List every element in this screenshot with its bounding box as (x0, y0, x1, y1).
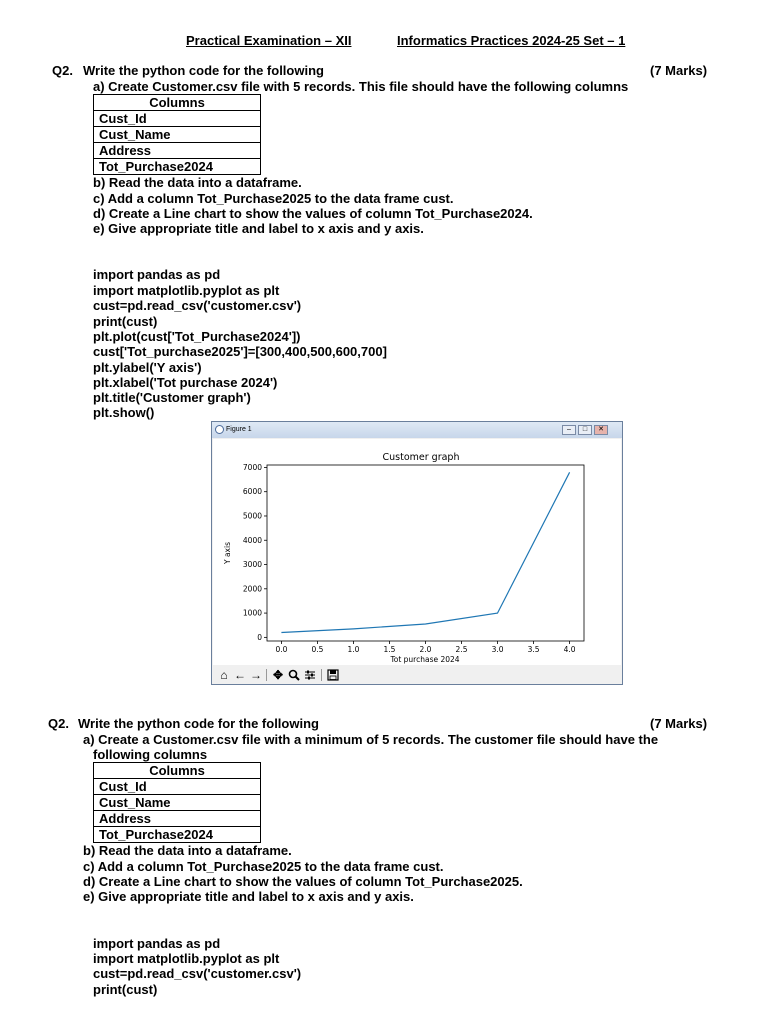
y-tick-label: 3000 (242, 560, 262, 570)
q1-number: Q2. (52, 63, 73, 78)
figure-app-icon (215, 425, 224, 434)
q1-part-a: a) Create Customer.csv file with 5 records. This file should have the following columns (93, 79, 629, 94)
q2-columns-table (93, 762, 261, 843)
q2-code-line: cust=pd.read_csv('customer.csv') (93, 966, 302, 981)
header-subject: Informatics Practices 2024-25 Set – 1 (397, 33, 626, 48)
home-icon[interactable]: ⌂ (220, 668, 228, 682)
x-tick-label: 2.0 (419, 645, 432, 654)
x-axis-label: Tot purchase 2024 (390, 655, 460, 664)
close-button[interactable]: ✕ (594, 425, 608, 435)
column-cell: Address (94, 811, 261, 827)
q1-part-b: b) Read the data into a dataframe. (93, 175, 302, 190)
y-tick-label: 0 (257, 632, 262, 642)
toolbar-separator (321, 669, 322, 681)
q1-prompt: Write the python code for the following (83, 63, 324, 78)
y-tick-label: 2000 (242, 584, 262, 594)
q1-code-line: plt.ylabel('Y axis') (93, 360, 202, 375)
header-exam: Practical Examination – XII (186, 33, 352, 48)
x-tick-label: 1.0 (347, 645, 360, 654)
q2-code-line: import matplotlib.pyplot as plt (93, 951, 280, 966)
chart-title: Customer graph (382, 452, 460, 463)
figure-titlebar (212, 422, 622, 438)
column-cell: Tot_Purchase2024 (94, 159, 261, 175)
line-chart (213, 439, 621, 665)
zoom-icon[interactable] (287, 668, 301, 682)
x-tick-label: 0.0 (275, 645, 288, 654)
x-tick-label: 1.5 (383, 645, 396, 654)
save-icon[interactable] (326, 668, 340, 682)
y-tick-label: 1000 (242, 608, 262, 618)
q1-columns-table (93, 94, 261, 175)
q1-code-line: cust['Tot_purchase2025']=[300,400,500,600,700] (93, 344, 387, 359)
q2-part-a-continued: following columns (93, 747, 208, 762)
toolbar-separator (266, 669, 267, 681)
y-tick-label: 7000 (242, 462, 262, 472)
q1-code-line: import matplotlib.pyplot as plt (93, 283, 280, 298)
column-cell: Cust_Name (94, 127, 261, 143)
y-tick-label: 5000 (242, 511, 262, 521)
q1-code-line: cust=pd.read_csv('customer.csv') (93, 298, 302, 313)
x-tick-label: 0.5 (311, 645, 324, 654)
y-axis-label: Y axis (223, 542, 232, 564)
q1-code-line: import pandas as pd (93, 267, 221, 282)
column-cell: Cust_Id (94, 111, 261, 127)
q2-part-c: c) Add a column Tot_Purchase2025 to the data frame cust. (83, 859, 444, 874)
back-arrow-icon[interactable]: ← (234, 668, 246, 682)
x-tick-label: 2.5 (455, 645, 468, 654)
q2-prompt: Write the python code for the following (78, 716, 319, 731)
maximize-button[interactable]: □ (578, 425, 592, 435)
columns-header: Columns (94, 763, 261, 779)
q2-part-b: b) Read the data into a dataframe. (83, 843, 292, 858)
y-tick-label: 6000 (242, 487, 262, 497)
q1-code-line: plt.xlabel('Tot purchase 2024') (93, 375, 278, 390)
column-cell: Address (94, 143, 261, 159)
x-tick-label: 3.5 (527, 645, 540, 654)
y-tick-label: 4000 (242, 535, 262, 545)
q1-marks: (7 Marks) (650, 63, 708, 78)
configure-subplots-icon[interactable] (303, 668, 317, 682)
q2-marks: (7 Marks) (650, 716, 708, 731)
q1-code-line: plt.plot(cust['Tot_Purchase2024']) (93, 329, 301, 344)
q2-number: Q2. (48, 716, 69, 731)
plot-area (267, 465, 584, 641)
figure-title: Figure 1 (226, 426, 252, 433)
figure-window (211, 421, 623, 685)
figure-canvas (213, 439, 621, 665)
figure-toolbar (213, 666, 621, 684)
columns-header: Columns (94, 95, 261, 111)
q2-part-e: e) Give appropriate title and label to x axis and y axis. (83, 889, 414, 904)
q1-part-e: e) Give appropriate title and label to x axis and y axis. (93, 221, 424, 236)
q1-code-line: plt.show() (93, 405, 155, 420)
q1-code-line: print(cust) (93, 314, 158, 329)
column-cell: Cust_Name (94, 795, 261, 811)
column-cell: Tot_Purchase2024 (94, 827, 261, 843)
forward-arrow-icon[interactable]: → (250, 668, 262, 682)
q2-code-line: print(cust) (93, 982, 158, 997)
q2-part-d: d) Create a Line chart to show the values of column Tot_Purchase2025. (83, 874, 523, 889)
column-cell: Cust_Id (94, 779, 261, 795)
pan-icon[interactable]: ✥ (272, 668, 284, 682)
q1-code-line: plt.title('Customer graph') (93, 390, 251, 405)
q2-code-line: import pandas as pd (93, 936, 221, 951)
q1-part-c: c) Add a column Tot_Purchase2025 to the data frame cust. (93, 191, 454, 206)
q1-part-d: d) Create a Line chart to show the values of column Tot_Purchase2024. (93, 206, 533, 221)
x-tick-label: 3.0 (491, 645, 504, 654)
minimize-button[interactable]: – (562, 425, 576, 435)
q2-part-a: a) Create a Customer.csv file with a minimum of 5 records. The customer file should have the (83, 732, 659, 747)
x-tick-label: 4.0 (563, 645, 576, 654)
